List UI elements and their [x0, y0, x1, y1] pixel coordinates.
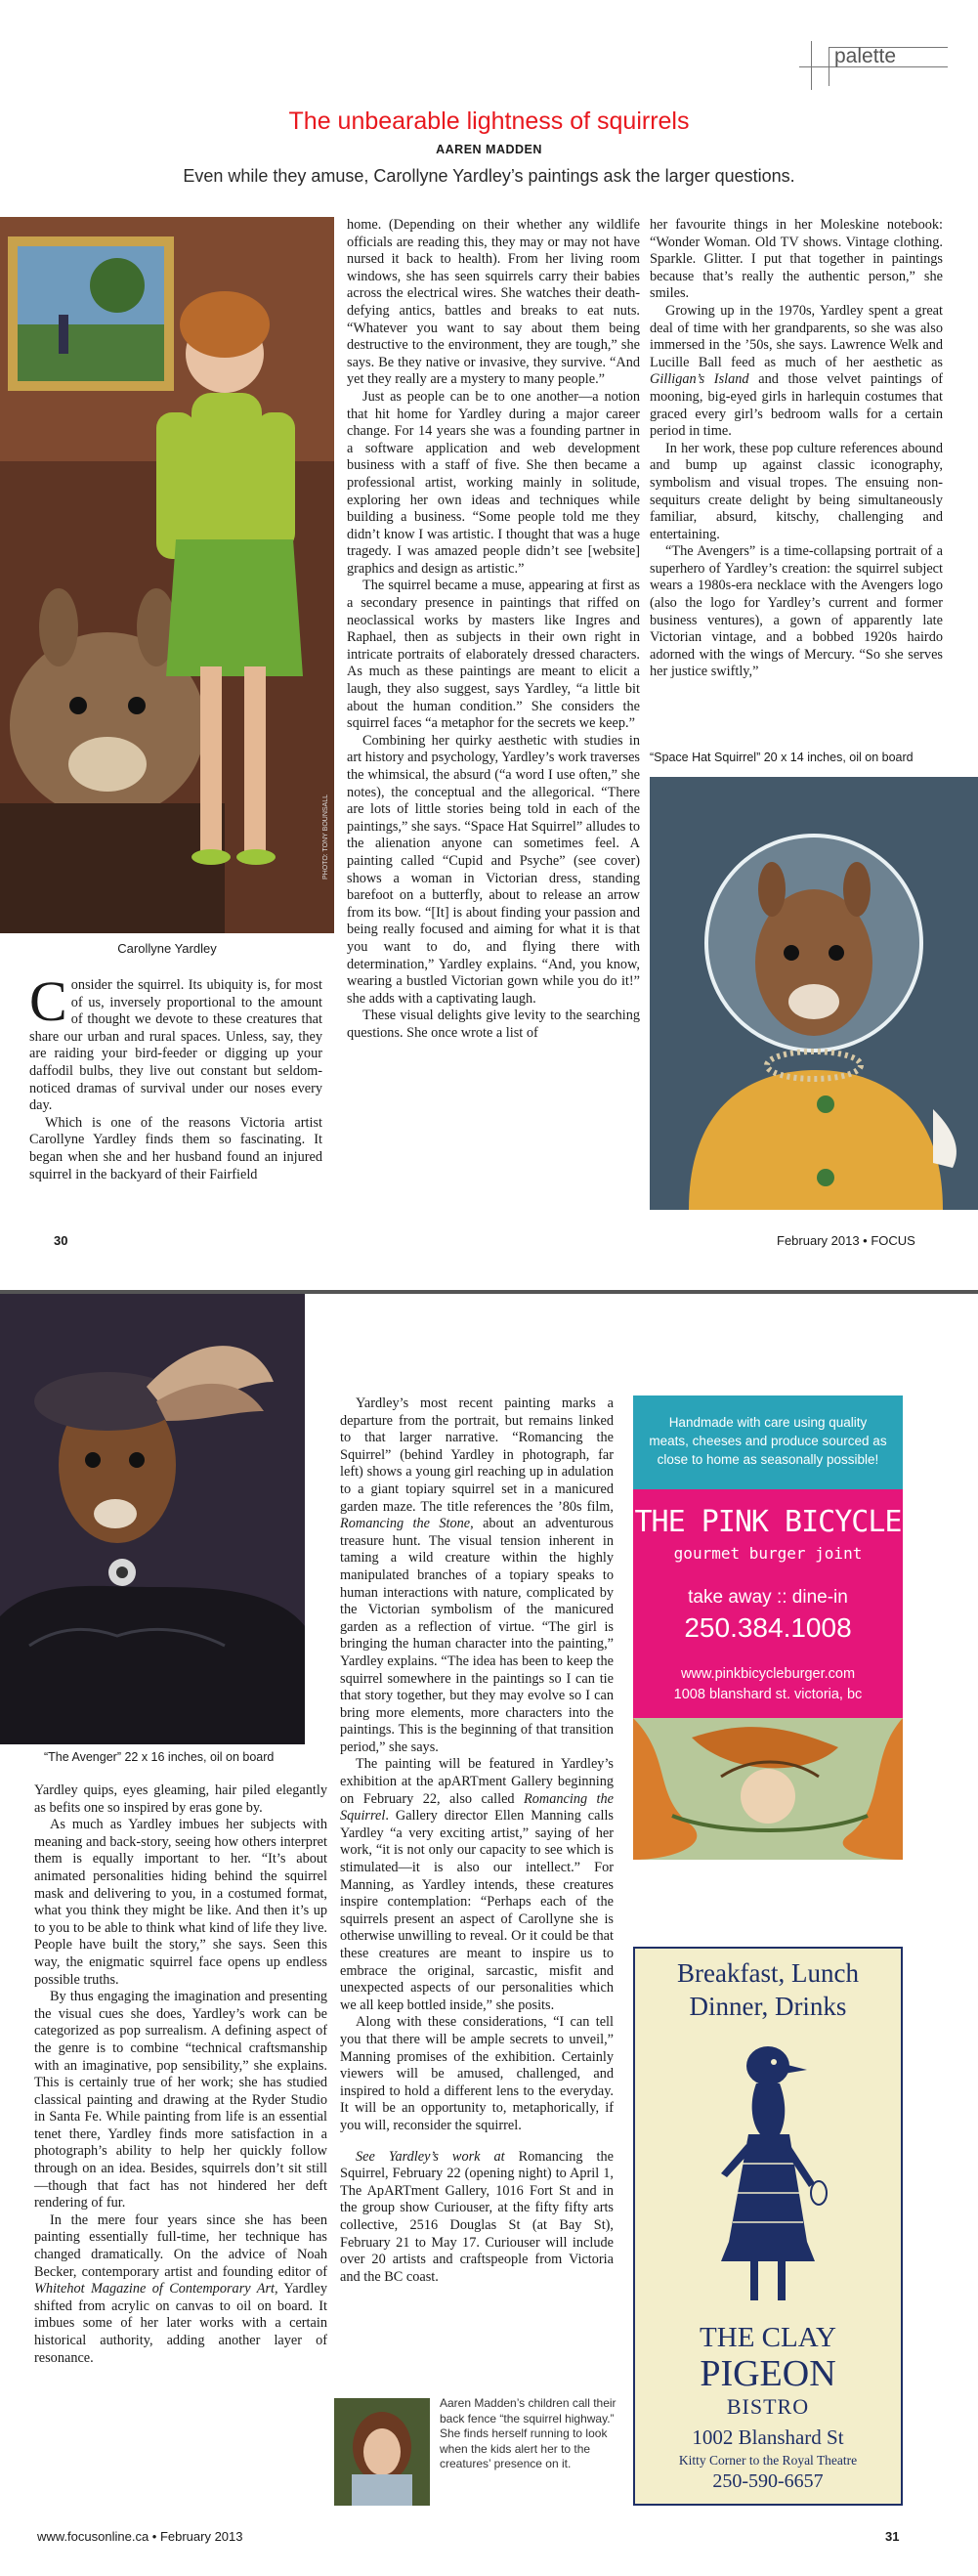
- p31-col2-p1-italic: Romancing the Stone: [340, 1516, 471, 1532]
- clay-pigeon-address: 1002 Blanshard St: [692, 2426, 844, 2449]
- p31-col2-p1a: Yardley’s most recent painting marks a departure from the portrait, but remains linked to that larger narrative. “Romancing the Squirrel” (behind Yardley in photograph, far left) shows a young girl reaching up in adulation to a giant topiary squirrel set in a manicured garden maze. The title references the ’80s film,: [340, 1395, 614, 1515]
- page-31: [0, 1294, 978, 2576]
- p31-col2-p2a: The painting will be featured in Yardley’s exhibition at the apARTment Gallery beginning on February 22, also called: [340, 1756, 614, 1807]
- col3-p2b: and those velvet paintings of mooning, big-eyed girls in harlequin costumes that graced every girl’s bedroom walls for a certain period in time.: [650, 371, 943, 440]
- pink-bicycle-artwork: [633, 1718, 903, 1860]
- clay-pigeon-name-2: PIGEON: [700, 2353, 836, 2394]
- article-column-2: [347, 217, 640, 1043]
- author-bio: Aaren Madden’s children call their back fence “the squirrel highway.” She finds herself running to look when the kids alert her to the creatures’ presence on it.: [440, 2396, 617, 2470]
- p31-col2-p2-italic: Romancing the Squirrel: [340, 1790, 614, 1825]
- space-hat-squirrel-illustration: [650, 777, 978, 1210]
- article-title: The unbearable lightness of squirrels: [288, 107, 690, 135]
- pink-bicycle-ad: [633, 1395, 903, 1860]
- col3-p2-italic: Gilligan’s Island: [650, 371, 749, 388]
- p31-folio-right: 31: [885, 2529, 900, 2544]
- portrait-photo: [0, 217, 334, 933]
- p31-col1-p4a: In the mere four years since she has been painting essentially full-time, her technique has changed dramatically. On the advice of Noah Becker, contemporary artist and founding editor of: [34, 2211, 327, 2280]
- col2-p2: Just as people can be to one another—a notion that hit home for Yardley during a major career change. For 14 years she was a founding partner in a software application and web development business with a staff of five. She then became a professional artist, working mainly in solitude, exploring her own ideas and techniques while building a business. “Some people told me they didn’t know I was artistic. I thought that was a huge tragedy. I was amazed people didn’t see [website] graphics and design as artistic.”: [347, 388, 640, 577]
- info-lead: See Yardley’s work at: [356, 2148, 519, 2165]
- col1-p1: onsider the squirrel. Its ubiquity is, for most of us, inversely proportional to the amount of thought we devote to these creatures that share our urban and rural spaces. Unless, say, they are raiding your bird-feeder or digging up your daffodil bulbs, they live out constant but seldom-noticed dramas of survival under our noses every day.: [29, 977, 322, 1114]
- art-nouveau-illustration: [633, 1718, 903, 1860]
- folio-right: February 2013 • FOCUS: [777, 1233, 915, 1248]
- byline: AAREN MADDEN: [436, 143, 542, 156]
- clay-pigeon-name-3: BISTRO: [726, 2394, 810, 2419]
- avenger-caption: “The Avenger” 22 x 16 inches, oil on board: [44, 1750, 275, 1764]
- p31-col2-p2b: . Gallery director Ellen Manning calls Yardley “a very exciting artist,” saying of her work, “it is not only our capacity to see which is stimulated—it is also our intellect.” For Manning, as Yardley intends, these creatures inspire contemplation: “Perhaps each of the squirrels present an aspect of Carollyne she is otherwise unwilling to reveal. Or it could be that these creatures are meant to inspire us to embrace the original, sarcastic, misfit and unexpected aspects of our personalities which we all keep bottled inside,” she posits.: [340, 1808, 614, 2013]
- col3-p2a: Growing up in the 1970s, Yardley spent a great deal of time with her grandparents, so she was also immersed in the ’50s, she says. Lawrence Welk and Lucille Ball feed as much of her aesthetic as: [650, 302, 943, 370]
- p31-col1-p2: As much as Yardley imbues her subjects with meaning and back-story, seeing how others interpret them is equally important to her. “It’s about animated personalities hiding behind the squirrel mask and delivering to you, in a costumed format, what you think they might be like. And then it’s up to you to be able to think what kind of life they live. People have built the story,” she says. Seen this way, the enigmatic squirrel face opens up endless possible truths.: [34, 1817, 327, 1988]
- clay-pigeon-ad: [633, 1947, 903, 2506]
- space-hat-squirrel-painting: [650, 777, 978, 1210]
- section-tab-label: palette: [834, 45, 897, 67]
- section-tab: [799, 33, 948, 90]
- col2-p5: These visual delights give levity to the searching questions. She once wrote a list of: [347, 1008, 640, 1041]
- photo-credit: PHOTO: TONY BOUNSALL: [322, 794, 329, 880]
- clay-pigeon-directions: Kitty Corner to the Royal Theatre: [678, 2453, 858, 2468]
- col3-p1: her favourite things in her Moleskine notebook: “Wonder Woman. Old TV shows. Vintage clothing. Sparkle. Glitter. I put that together in paintings because that’s really the authentic person,” she smiles.: [650, 217, 943, 302]
- author-photo: [334, 2398, 430, 2506]
- p31-col1-p4b: , Yardley shifted from acrylic on canvas to oil on board. It imbues some of her later works with a certain historical authority, adding another layer of resonance.: [34, 2281, 328, 2366]
- pigeon-lady-icon: [700, 2037, 836, 2310]
- col1-p2: Which is one of the reasons Victoria artist Carollyne Yardley finds them so fascinating. It began when she and her husband found an injured squirrel in the backyard of their Fairfield: [29, 1114, 322, 1182]
- drop-cap: C: [29, 969, 67, 1033]
- col3-p4: “The Avengers” is a time-collapsing portrait of a superhero of Yardley’s creation: the squirrel subject wears a 1980s-era necklace with the Avengers logo (also the logo for Yardley’s current and former business ventures), a gown of apparently late Victorian vintage, and a bobbed 1920s hairdo adorned with the wings of Mercury. “So she serves her justice swiftly,”: [650, 543, 943, 680]
- deck: Even while they amuse, Carollyne Yardley’s paintings ask the larger questions.: [183, 166, 795, 186]
- clay-pigeon-headline-2: Dinner, Drinks: [689, 1992, 847, 2021]
- pink-bicycle-service: take away :: dine-in: [688, 1587, 848, 1608]
- avenger-illustration: [0, 1294, 305, 1744]
- p31-column-1: [34, 1782, 327, 2367]
- portrait-illustration: [0, 217, 334, 933]
- clay-pigeon-phone: 250-590-6657: [712, 2470, 824, 2492]
- pink-bicycle-phone: 250.384.1008: [684, 1612, 852, 1643]
- info-details: Romancing the Squirrel, February 22 (opening night) to April 1, The ApARTment Gallery, 1016 Fort St and in the group show Curiouser, at the fifty fifty arts collective, 2516 Douglas St (at Bay St), February 21 to May 17. Curiouser will include over 20 artists and craftspeople from Victoria and the BC coast.: [340, 2148, 614, 2285]
- p31-col1-p3: By thus engaging the imagination and presenting the visual cues she does, Yardley’s work can be categorized as pop surrealism. A defining aspect of the genre is to combine “technical craftsmanship with an imaginative, pop sensibility,” she explains. This is certainly true of her work; she has studied classical painting and drawing at the Ryder Studio in Santa Fe. While painting from life is an essential tenet there, Yardley finds more satisfaction in a photograph’s ability to help her quickly follow through on an idea. Besides, squirrels don’t sit still—though that fact has not hindered her deft rendering of fur.: [34, 1989, 327, 2211]
- pigeon-lady-illustration: [700, 2037, 836, 2310]
- pink-bicycle-address: 1008 blanshard st. victoria, bc: [673, 1687, 863, 1702]
- p31-col1-p4-italic: Whitehot Magazine of Contemporary Art: [34, 2281, 275, 2297]
- article-column-3: [650, 217, 943, 681]
- col3-p3: In her work, these pop culture references abound and bump up against classic iconography, symbolism and visual tropes. The ensuing non-sequiturs create delight by being simultaneously familiar, absurd, kitschy, challenging and entertaining.: [650, 440, 943, 542]
- p31-col1-p1: Yardley quips, eyes gleaming, hair piled elegantly as befits one so inspired by eras gone by.: [34, 1782, 327, 1816]
- col2-p3: The squirrel became a muse, appearing at first as a secondary presence in paintings that riffed on neoclassical works by masters like Ingres and Raphael, then as subjects in their own right in intricate portraits of elaborately dressed characters. As much as these paintings are meant to elicit a laugh, they also suggest, says Yardley, “a little bit about the human condition.” She considers the squirrel faces “a metaphor for the secrets we keep.”: [347, 578, 640, 732]
- portrait-caption: Carollyne Yardley: [117, 941, 217, 956]
- clay-pigeon-name-1: THE CLAY: [700, 2322, 836, 2353]
- author-photo-illustration: [334, 2398, 430, 2506]
- p31-folio-left: www.focusonline.ca • February 2013: [37, 2529, 243, 2544]
- article-column-1: [29, 969, 322, 1183]
- avenger-painting: [0, 1294, 305, 1744]
- clay-pigeon-headline-1: Breakfast, Lunch: [677, 1958, 859, 1988]
- p31-col2-p1b: , about an adventurous treasure hunt. The visual tension inherent in taming a wild creature within the highly manipulated branches of a topiary speaks to human interactions with nature, complicated by the Victorian symbolism of the manicured garden as a reflection of virtue. “The girl is bringing the human character into the painting,” Yardley explains. “The idea has been to keep the squirrel somewhere in the paintings so I can tie that story together, but they may evolve so I can bring more elements, more characters into the paintings. This is the beginning of that transition period,” she says.: [340, 1516, 614, 1755]
- p31-column-2: [340, 1395, 614, 2286]
- artwork-caption-space-hat: “Space Hat Squirrel” 20 x 14 inches, oil on board: [650, 751, 914, 764]
- pink-bicycle-website: www.pinkbicycleburger.com: [680, 1666, 856, 1682]
- pink-bicycle-tagline: Handmade with care using quality meats, cheeses and produce sourced as close to home as seasonally possible!: [649, 1415, 887, 1467]
- col2-p4: Combining her quirky aesthetic with studies in art history and psychology, Yardley’s work traverses the whimsical, the absurd (“a word I use often,” she notes), the conceptual and the allegorical. “There are lots of little stories being told in each of the paintings,” she says. “Space Hat Squirrel” alludes to the alienation anyone can sometimes feel. A painting called “Cupid and Psyche” (see cover) shows a woman in Victorian dress, standing barefoot on a butterfly, about to release an arrow from its bow. “[It] is about finding your passion and being really focused and aiming for what it is that you want to do, and flying there with determination,” Yardley explains. “And, you know, wearing a bustled Victorian gown while you do it!” she adds with a captivating laugh.: [347, 732, 640, 1007]
- pink-bicycle-sub: gourmet burger joint: [673, 1544, 863, 1563]
- folio-left: 30: [54, 1233, 68, 1248]
- pink-bicycle-logo: THE PINK BICYCLE: [634, 1505, 902, 1539]
- col2-p1: home. (Depending on their whether any wildlife officials are reading this, they may or may not have nursed it back to health). From her living room windows, she has seen squirrels carry their babies across the electrical wires. She watches their death-defying antics, battles and breaks to eat nuts. “Whatever you want to say about them being destructive to the environment, they are tough,” she says. Be they native or invasive, they survive. “And yet they really are a mystery to many people.”: [347, 217, 640, 388]
- p31-col2-p3: Along with these considerations, “I can tell you that there will be ample secrets to unveil,” Manning promises of the exhibition. Certainly viewers will be amused, challenged, and inspired to hold a different lens to the everyday. It will be an opportunity to, metaphorically, if you will, reconsider the squirrel.: [340, 2014, 614, 2133]
